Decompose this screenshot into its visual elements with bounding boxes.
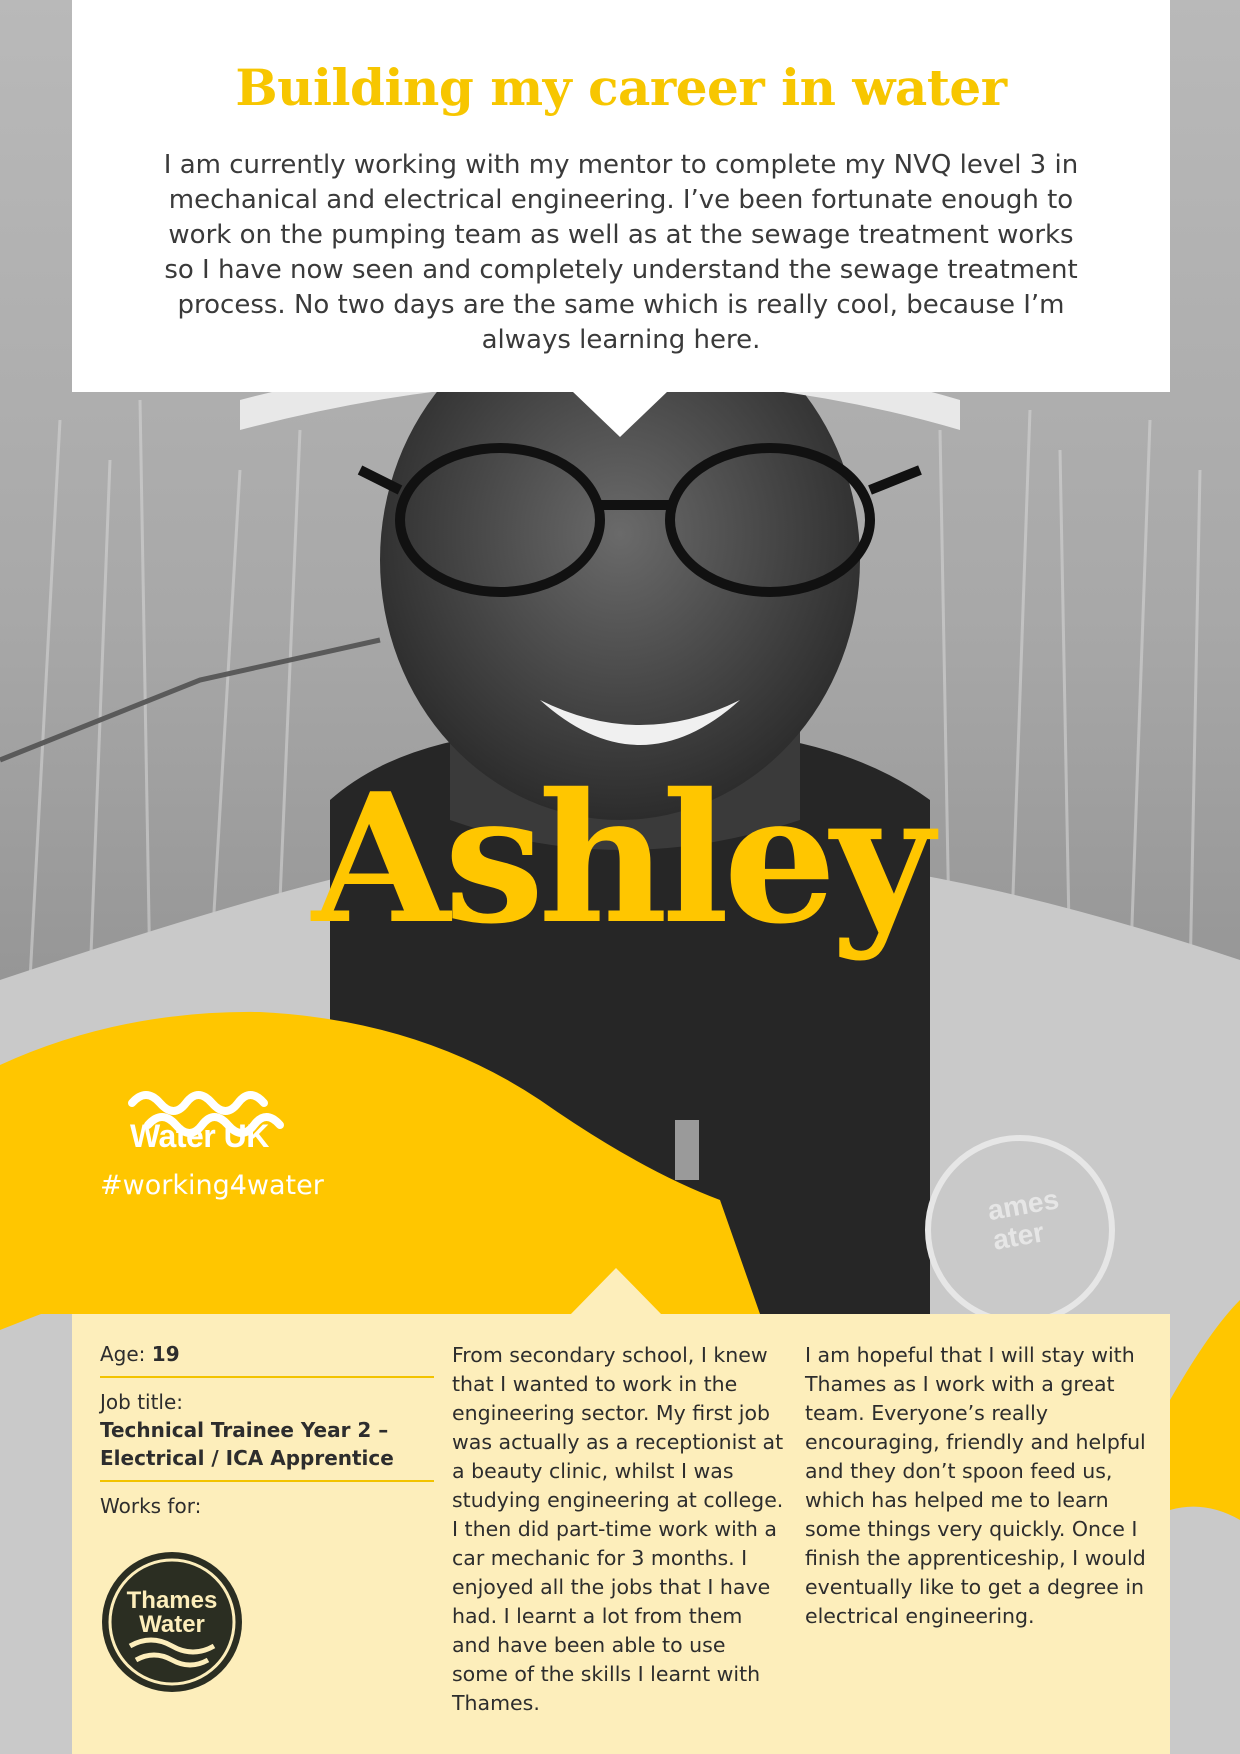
profile-details bbox=[100, 1340, 434, 1538]
body-column-3: I am hopeful that I will stay with Thames as I work with a great team. Everyone’s really encouraging, friendly and helpful and they don’t spoon feed us, which has helped me to learn some things very quickly. Once I finish the apprenticeship, I would eventually like to get a degree in electrical engineering. bbox=[805, 1343, 1146, 1628]
intro-paragraph: I am currently working with my mentor to complete my NVQ level 3 in mechanical and electrical engineering. I’ve been fortunate enough to work on the pumping team as well as at the sewage treatment works so I have now seen and completely understand the sewage treatment process. No two days are the same which is really cool, because I’m always learning here. bbox=[163, 150, 1079, 355]
person-name: Ashley bbox=[311, 754, 929, 963]
water-uk-logo-text: Water UK bbox=[130, 1118, 269, 1154]
vest-badge-line1: ames bbox=[985, 1183, 1062, 1227]
age-label: Age: bbox=[100, 1342, 152, 1366]
page-title: Building my career in water bbox=[235, 58, 1007, 117]
body-column-2: From secondary school, I knew that I wanted to work in the engineering sector. My first job was actually as a receptionist at a beauty clinic, whilst I was studying engineering at college. I then did part-time work with a car mechanic for 3 months. I enjoyed all the jobs that I have had. I learnt a lot from them and have been able to use some of the skills I learnt with Thames. bbox=[452, 1343, 784, 1715]
thames-water-logo bbox=[100, 1550, 244, 1694]
works-for-row bbox=[100, 1492, 434, 1528]
works-for-label: Works for: bbox=[100, 1494, 202, 1518]
panel-pointer bbox=[570, 1268, 662, 1315]
thames-water-logo-line2: Water bbox=[139, 1611, 205, 1638]
job-value: Technical Trainee Year 2 – Electrical / ICA Apprentice bbox=[100, 1418, 394, 1470]
hashtag: #working4water bbox=[100, 1170, 324, 1201]
age-value: 19 bbox=[151, 1342, 180, 1366]
age-row bbox=[100, 1340, 434, 1378]
thames-water-logo-line1: Thames bbox=[126, 1587, 218, 1614]
job-label: Job title: bbox=[100, 1390, 184, 1414]
job-row bbox=[100, 1388, 434, 1482]
vest-badge-line2: ater bbox=[990, 1216, 1047, 1256]
